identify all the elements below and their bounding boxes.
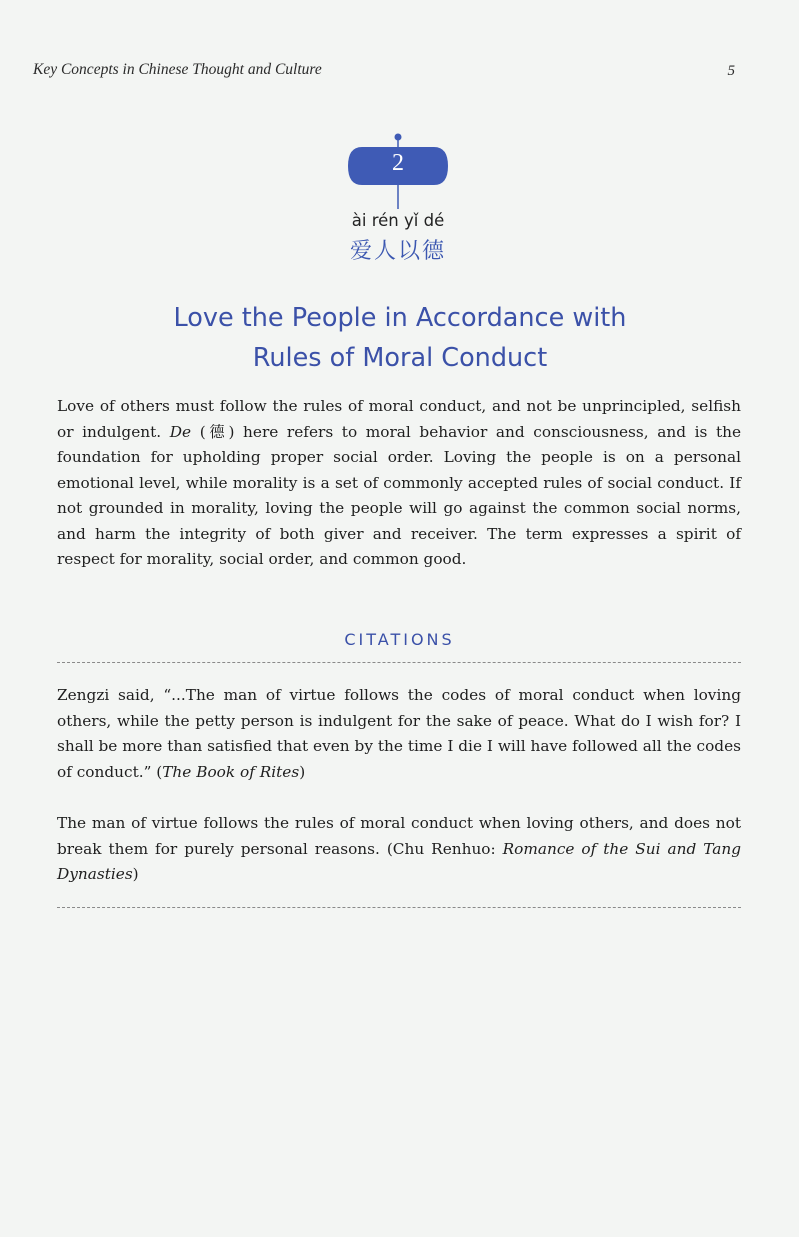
definition-text-part-2: (德) here refers to moral behavior and consciousness, and is the foundation for upholding proper social order. Loving the people is on a personal emotional level, while morality is a set of commonly accepted rules of social conduct. If not grounded in morality, loving the people will go against the common social norms, and harm the integrity of both giver and receiver. The term expresses a spirit of respect for morality, social order, and common good.	[57, 422, 742, 568]
de-term: De	[169, 422, 192, 441]
entry-number: 2	[392, 150, 404, 176]
citation-2-source: Romance of the Sui and Tang Dynasties	[57, 839, 741, 883]
citations-top-divider	[57, 662, 741, 663]
entry-title	[60, 298, 740, 378]
pinyin: ài rén yǐ dé	[351, 211, 445, 230]
entry-number-badge	[348, 133, 448, 211]
citations-bottom-divider	[57, 907, 741, 908]
definition-text-part-1: Love of others must follow the rules of moral conduct, and not be unprincipled, selfish or indulgent.	[57, 397, 741, 441]
citation-1-source: The Book of Rites	[162, 762, 300, 781]
page-number: 5	[727, 63, 735, 79]
citation-1	[57, 683, 741, 785]
citation-1-close: )	[299, 762, 306, 781]
citations-heading: CITATIONS	[344, 630, 455, 649]
citation-2-text: The man of virtue follows the rules of moral conduct when loving others, and does not break them for purely personal reasons. (Chu Renhuo:	[57, 814, 741, 858]
chinese-characters: 爱人以德	[349, 239, 446, 264]
citation-1-text: Zengzi said, “...The man of virtue follows the codes of moral conduct when loving others, while the petty person is indulgent for the sake of peace. What do I wish for? I shall be more than satisfied that even by the time I die I will have followed all the codes of conduct.” (	[57, 686, 741, 781]
title-line-1: Love the People in Accordance with	[173, 303, 627, 333]
title-line-2: Rules of Moral Conduct	[252, 343, 548, 373]
running-head: Key Concepts in Chinese Thought and Culture	[33, 61, 322, 78]
citation-2-close: )	[132, 865, 139, 883]
citation-2	[57, 811, 741, 888]
definition-paragraph	[57, 394, 741, 573]
